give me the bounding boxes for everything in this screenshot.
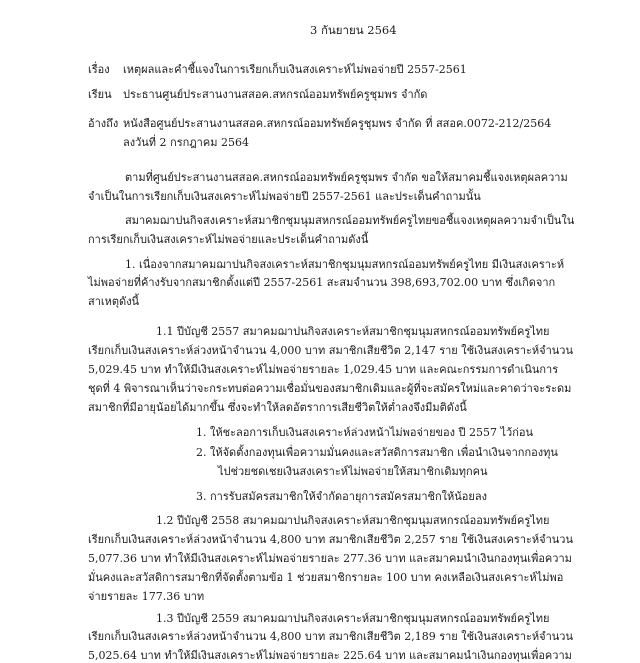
section-1-1-line: 1.1 ปีบัญชี 2557 สมาคมฌาปนกิจสงเคราะห์สมาชิกชุมนุมสหกรณ์ออมทรัพย์ครูไทย [156,325,550,338]
reference-text: หนังสือศูนย์ประสานงานสสอค.สหกรณ์ออมทรัพย์ครูชุมพร จำกัด ที่ สสอค.0072-212/2564 [123,117,552,130]
section-1-2-line: 5,077.36 บาท ทำให้มีเงินสงเคราะห์ไม่พอจ่ายรายละ 277.36 บาท และสมาคมนำเงินกองทุนเพื่อความ [88,552,572,565]
point-1-line: 1. เนื่องจากสมาคมฌาปนกิจสงเคราะห์สมาชิกชุมนุมสหกรณ์ออมทรัพย์ครูไทย มีเงินสงเคราะห์ [125,258,565,271]
section-1-2-line: เรียกเก็บเงินสงเคราะห์ล่วงหน้าจำนวน 4,800 บาท สมาชิกเสียชีวิต 2,257 ราย ใช้เงินสงเคราะห์จำนวน [88,533,573,546]
resolution-item: 2. ให้จัดตั้งกองทุนเพื่อความมั่นคงและสวัสดิการสมาชิก เพื่อนำเงินจากกองทุน [196,446,558,459]
subject-label: เรื่อง [88,63,110,76]
section-1-3-line: 5,025.64 บาท ทำให้มีเงินสงเคราะห์ไม่พอจ่ายรายละ 225.64 บาท และสมาคมนำเงินกองทุนเพื่อความ [88,649,572,662]
section-1-1-line: ชุดที่ 4 พิจารณาเห็นว่าจะกระทบต่อความเชื่อมั่นของสมาชิกเดิมและผู้ที่จะสมัครใหม่และคาดว่าจะระดม [88,382,572,395]
section-1-1-line: สมาชิกที่มีอายุน้อยได้มากขึ้น ซึ่งจะทำให้ลดอัตราการเสียชีวิตให้ต่ำลงจึงมีมติดังนี้ [88,401,467,414]
recipient-label: เรียน [88,88,112,101]
paragraph-2-line: สมาคมฌาปนกิจสงเคราะห์สมาชิกชุมนุมสหกรณ์ออมทรัพย์ครูไทยขอชี้แจงเหตุผลความจำเป็นใน [125,214,575,227]
paragraph-1-line: จำเป็นในการเรียกเก็บเงินสงเคราะห์ไม่พอจ่ายปี 2557-2561 และประเด็นคำถามนั้น [88,190,481,203]
resolution-item: 1. ให้ชะลอการเก็บเงินสงเคราะห์ล่วงหน้าไม่พอจ่ายของ ปี 2557 ไว้ก่อน [196,426,533,439]
section-1-3-line: 1.3 ปีบัญชี 2559 สมาคมฌาปนกิจสงเคราะห์สมาชิกชุมนุมสหกรณ์ออมทรัพย์ครูไทย [156,612,550,625]
reference-label: อ้างถึง [88,117,119,130]
section-1-1-line: 5,029.45 บาท ทำให้มีเงินสงเคราะห์ไม่พอจ่ายรายละ 1,029.45 บาท และคณะกรรมการดำเนินการ [88,363,559,376]
letter-date: 3 กันยายน 2564 [310,23,397,37]
point-1-line: สาเหตุดังนี้ [88,295,140,308]
section-1-2-line: จ่ายรายละ 177.36 บาท [88,590,205,603]
paragraph-2-line: การเรียกเก็บเงินสงเคราะห์ไม่พอจ่ายและประเด็นคำถามดังนี้ [88,233,369,246]
recipient-text: ประธานศูนย์ประสานงานสสอค.สหกรณ์ออมทรัพย์ครูชุมพร จำกัด [123,88,428,101]
resolution-item: 3. การรับสมัครสมาชิกให้จำกัดอายุการสมัครสมาชิกให้น้อยลง [196,490,487,503]
section-1-3-line: เรียกเก็บเงินสงเคราะห์ล่วงหน้าจำนวน 4,800 บาท สมาชิกเสียชีวิต 2,189 ราย ใช้เงินสงเคราะห์จำนวน [88,630,573,643]
point-1-line: ไม่พอจ่ายที่ค้างรับจากสมาชิกตั้งแต่ปี 2557-2561 สะสมจำนวน 398,693,702.00 บาท ซึ่งเกิดจาก [88,276,556,289]
section-1-2-line: 1.2 ปีบัญชี 2558 สมาคมฌาปนกิจสงเคราะห์สมาชิกชุมนุมสหกรณ์ออมทรัพย์ครูไทย [156,514,550,527]
reference-date: ลงวันที่ 2 กรกฎาคม 2564 [123,136,249,149]
resolution-item: ไปช่วยชดเชยเงินสงเคราะห์ไม่พอจ่ายให้สมาชิกเดิมทุกคน [218,465,488,478]
section-1-2-line: มั่นคงและสวัสดิการสมาชิกที่จัดตั้งตามข้อ 1 ช่วยสมาชิกรายละ 100 บาท คงเหลือเงินสงเคราะห์ไม่พอ [88,571,564,584]
subject-text: เหตุผลและคำชี้แจงในการเรียกเก็บเงินสงเคราะห์ไม่พอจ่ายปี 2557-2561 [123,63,467,76]
paragraph-1-line: ตามที่ศูนย์ประสานงานสสอค.สหกรณ์ออมทรัพย์ครูชุมพร จำกัด ขอให้สมาคมชี้แจงเหตุผลความ [125,171,568,184]
section-1-1-line: เรียกเก็บเงินสงเคราะห์ล่วงหน้าจำนวน 4,000 บาท สมาชิกเสียชีวิต 2,147 ราย ใช้เงินสงเคราะห์จำนวน [88,344,573,357]
